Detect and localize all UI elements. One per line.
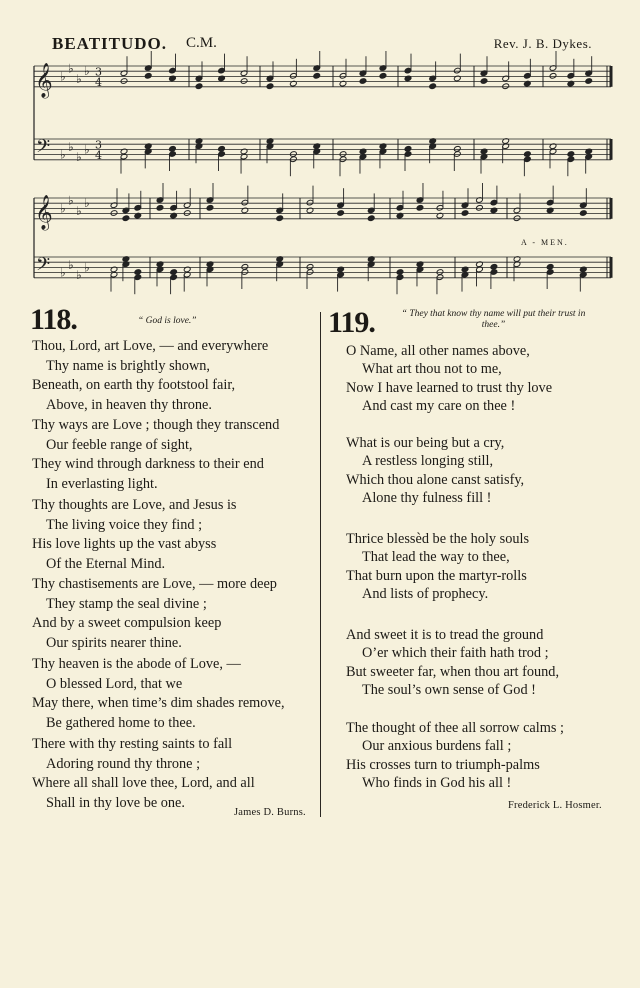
note-head (218, 146, 226, 153)
verse-line: Adoring round thy throne ; (46, 755, 201, 772)
tune-name: BEATITUDO. (52, 34, 168, 53)
time-sig-denominator: 4 (95, 148, 102, 162)
note-head (110, 210, 118, 217)
note-head (359, 78, 367, 85)
flat-icon: ♭ (68, 193, 74, 208)
note-head (290, 151, 298, 158)
hymn-author: James D. Burns. (234, 807, 306, 818)
note-head (396, 269, 404, 276)
note-head (266, 83, 274, 90)
verse-line: May there, when time’s dim shades remove, (32, 695, 285, 712)
note-head (337, 210, 345, 217)
verse-line: Our anxious burdens fall ; (362, 738, 512, 755)
flat-icon: ♭ (76, 268, 82, 283)
note-head (144, 73, 152, 80)
verse-line: Thy chastisements are Love, — more deep (32, 576, 277, 592)
note-head (313, 73, 321, 80)
bass-clef-icon: 𝄢 (36, 254, 51, 280)
note-head (170, 269, 178, 276)
verse-line: Where all shall love thee, Lord, and all (32, 775, 255, 792)
note-head (490, 264, 498, 271)
hymn-number: 119. (328, 306, 375, 339)
verse-line: What is our being but a cry, (346, 435, 505, 451)
verse-line: What art thou not to me, (362, 361, 502, 378)
flat-icon: ♭ (84, 196, 90, 211)
flat-icon: ♭ (84, 142, 90, 157)
flat-icon: ♭ (60, 265, 66, 280)
verse-line: They stamp the seal divine ; (46, 595, 207, 612)
verse-line: Beneath, on earth thy footstool fair, (32, 377, 236, 394)
verse-line: Thy heaven is the abode of Love, — (32, 656, 241, 672)
hymn-epigraph: “ God is love.” (138, 316, 197, 326)
verse-line: That burn upon the martyr-rolls (346, 567, 527, 584)
note-head (134, 269, 142, 276)
verse-line: Thy thoughts are Love, and Jesus is (32, 497, 237, 513)
verse-line: Our spirits nearer thine. (46, 635, 182, 652)
flat-icon: ♭ (60, 147, 66, 162)
verse-line: The soul’s own sense of God ! (362, 681, 536, 698)
tune-composer: Rev. J. B. Dykes. (493, 36, 592, 51)
flat-icon: ♭ (68, 139, 74, 154)
verse-line: O’er which their faith hath trod ; (362, 645, 549, 662)
verse-line: His crosses turn to triumph-palms (346, 756, 540, 773)
note-head (549, 73, 557, 80)
verse-line: Shall in thy love be one. (46, 795, 185, 812)
note-head (585, 78, 593, 85)
flat-icon: ♭ (84, 260, 90, 275)
hymn-author: Frederick L. Hosmer. (508, 800, 602, 811)
column-divider (320, 312, 321, 817)
verse-line: O Name, all other names above, (346, 343, 530, 359)
bass-clef-icon: 𝄢 (36, 136, 51, 162)
note-head (436, 269, 444, 276)
verse-line: Of the Eternal Mind. (46, 556, 166, 573)
verse-line: They wind through darkness to their end (32, 456, 264, 473)
note-head (480, 78, 488, 85)
flat-icon: ♭ (76, 204, 82, 218)
tune-meter: C.M. (186, 35, 217, 51)
verse-line: Thou, Lord, art Love, — and everywhere (32, 338, 269, 354)
note-head (546, 264, 554, 271)
note-head (454, 146, 462, 153)
verse-line: Our feeble range of sight, (46, 436, 193, 453)
verse-line: Now I have learned to trust thy love (346, 379, 553, 396)
verse-line: The thought of thee all sorrow calms ; (346, 720, 564, 736)
flat-icon: ♭ (68, 61, 74, 76)
verse-line: And by a sweet compulsion keep (32, 615, 222, 632)
time-sig-numerator: 3 (95, 65, 102, 79)
verse-line: A restless longing still, (362, 453, 494, 470)
verse-line: And lists of prophecy. (362, 585, 489, 602)
note-head (195, 83, 203, 90)
flat-icon: ♭ (76, 150, 82, 165)
verse-line: O blessed Lord, that we (46, 675, 183, 692)
note-head (513, 215, 521, 222)
note-head (183, 210, 191, 217)
treble-clef-icon: 𝄞 (35, 194, 53, 230)
note-head (120, 78, 128, 85)
note-head (240, 78, 248, 85)
verse-line: But sweeter far, when thou art found, (346, 663, 560, 680)
verse-line: Thrice blessèd be the holy souls (346, 531, 530, 547)
verse-line: His love lights up the vast abyss (32, 536, 217, 553)
time-sig-numerator: 3 (95, 138, 102, 152)
note-head (206, 205, 214, 212)
note-head (276, 215, 284, 222)
hymn-epigraph: “ They that know thy name will put their trust in thee.” (401, 309, 586, 330)
note-head (567, 151, 575, 158)
note-head (416, 205, 424, 212)
note-head (524, 151, 532, 158)
verse-line: There with thy resting saints to fall (32, 736, 233, 752)
flat-icon: ♭ (76, 72, 82, 86)
verse-line: Thy ways are Love ; though they transcend (32, 417, 280, 433)
verse-line: And cast my care on thee ! (362, 397, 516, 414)
flat-icon: ♭ (60, 201, 66, 216)
music-score (0, 0, 640, 300)
verse-line: Alone thy fulness fill ! (362, 489, 492, 506)
note-head (339, 151, 347, 158)
note-head (502, 83, 510, 90)
flat-icon: ♭ (84, 64, 90, 79)
note-head (404, 146, 412, 153)
time-sig-denominator: 4 (95, 75, 102, 89)
note-head (379, 73, 387, 80)
note-head (122, 215, 130, 222)
verse-line: Which thou alone canst satisfy, (346, 471, 525, 488)
hymn-number: 118. (30, 303, 77, 336)
note-head (367, 215, 375, 222)
note-head (429, 83, 437, 90)
note-head (169, 146, 177, 153)
verse-line: Be gathered home to thee. (46, 715, 196, 732)
note-head (306, 264, 314, 271)
verse-line: And sweet it is to tread the ground (346, 627, 544, 643)
treble-clef-icon: 𝄞 (35, 62, 53, 98)
verse-line: That lead the way to thee, (362, 549, 510, 566)
note-head (580, 210, 588, 217)
flat-icon: ♭ (68, 257, 74, 272)
verse-line: The living voice they find ; (46, 516, 203, 533)
flat-icon: ♭ (60, 69, 66, 84)
note-head (461, 210, 469, 217)
verse-line: Who finds in God his all ! (362, 774, 512, 791)
note-head (476, 205, 484, 212)
verse-line: In everlasting light. (46, 476, 158, 493)
note-head (241, 264, 249, 271)
note-head (156, 205, 164, 212)
verse-line: Thy name is brightly shown, (46, 357, 211, 374)
verse-line: Above, in heaven thy throne. (46, 397, 212, 414)
amen-label: A - MEN. (521, 238, 569, 247)
